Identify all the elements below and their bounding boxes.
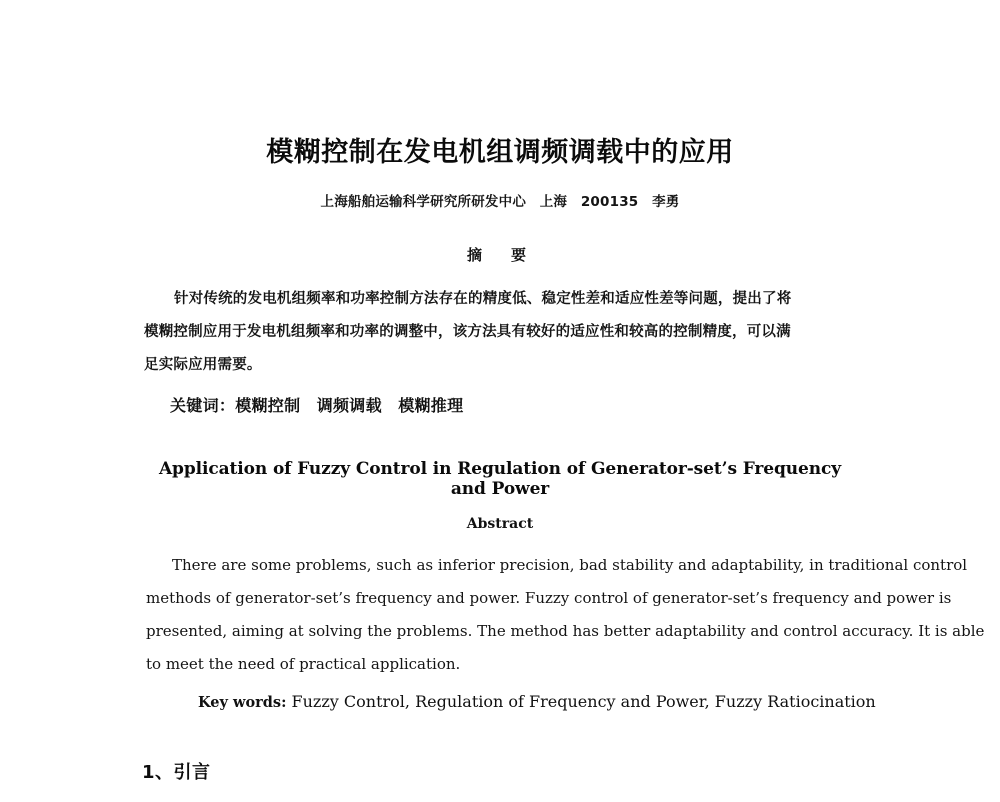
chinese-keywords: 关键词：模糊控制 调频调载 模糊推理 [170, 396, 464, 416]
english-abstract-line: There are some problems, such as inferior precision, bad stability and adaptability, in traditional control [172, 556, 968, 575]
english-abstract-line: to meet the need of practical application. [146, 655, 461, 674]
page-title: 模糊控制在发电机组调频调载中的应用 [266, 137, 734, 168]
english-abstract-body [140, 549, 985, 681]
chinese-abstract-line: 针对传统的发电机组频率和功率控制方法存在的精度低、稳定性差和适应性差等问题，提出了将 [174, 291, 792, 308]
english-keywords-label: Key words: [198, 694, 287, 712]
english-keywords-value: Fuzzy Control, Regulation of Frequency and Power, Fuzzy Ratiocination [286, 692, 876, 712]
english-keywords [140, 692, 876, 712]
chinese-abstract-line: 模糊控制应用于发电机组频率和功率的调整中，该方法具有较好的适应性和较高的控制精度，可以满 [144, 324, 791, 341]
page-content [140, 0, 985, 802]
english-abstract-heading: Abstract [466, 516, 534, 533]
chinese-abstract-line: 足实际应用需要。 [144, 357, 262, 374]
chinese-abstract-heading: 摘 要 [466, 246, 533, 265]
english-abstract-line: presented, aiming at solving the problems. The method has better adaptability and control accuracy. It is able [146, 622, 985, 641]
section-heading-introduction: 1、引言 [142, 762, 211, 784]
chinese-abstract-body [140, 283, 860, 382]
author-affiliation: 上海船舶运输科学研究所研发中心 上海 200135 李勇 [320, 194, 680, 211]
english-title: Application of Fuzzy Control in Regulation of Generator-set’s Frequency and Power [158, 459, 842, 500]
english-abstract-line: methods of generator-set’s frequency and power. Fuzzy control of generator-set’s frequency and power is [146, 589, 952, 608]
